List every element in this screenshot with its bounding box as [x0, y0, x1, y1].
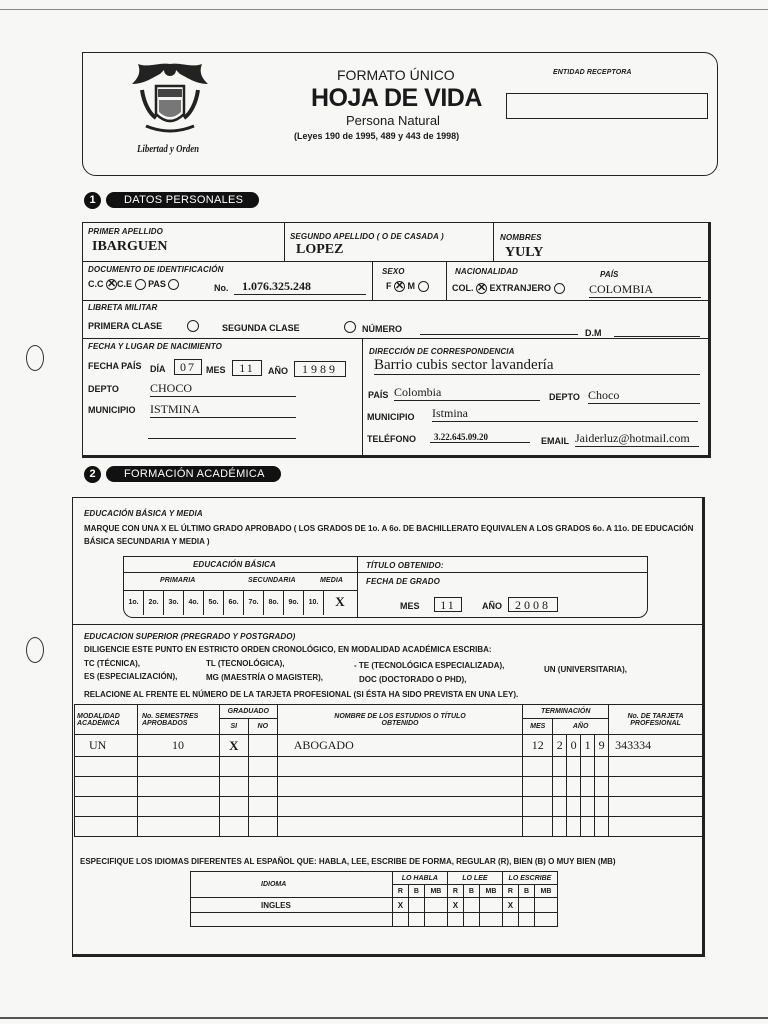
mode-mg: MG (MAESTRÍA O MAGISTER),	[206, 673, 324, 682]
empty-cell[interactable]	[518, 898, 534, 913]
empty-cell[interactable]	[567, 797, 581, 817]
empty-cell[interactable]	[595, 817, 609, 837]
nombres-label: NOMBRES	[500, 233, 542, 242]
empty-cell[interactable]	[137, 777, 219, 797]
divider	[446, 261, 447, 301]
depto-corr-value[interactable]: Choco	[588, 388, 700, 404]
title-top: FORMATO ÚNICO	[337, 67, 455, 83]
punch-hole-top	[26, 345, 44, 371]
email-value[interactable]: Jaiderluz@hotmail.com	[575, 431, 699, 447]
empty-cell[interactable]	[523, 757, 553, 777]
depto-value[interactable]: CHOCO	[150, 381, 296, 397]
section2-number: 2	[84, 466, 101, 483]
punch-hole-bottom	[26, 637, 44, 663]
municipio-value[interactable]: ISTMINA	[150, 402, 296, 418]
empty-cell[interactable]	[277, 757, 523, 777]
empty-cell[interactable]	[191, 913, 393, 927]
empty-cell[interactable]	[219, 797, 248, 817]
direccion-label: DIRECCIÓN DE CORRESPONDENCIA	[369, 347, 515, 356]
nacimiento-label: FECHA Y LUGAR DE NACIMIENTO	[88, 342, 222, 351]
dm-field[interactable]	[614, 336, 700, 337]
languages-table	[190, 871, 558, 927]
lee-b: B	[463, 885, 479, 898]
numero-label: NÚMERO	[362, 324, 402, 334]
empty-cell[interactable]	[553, 777, 567, 797]
municipio-corr-value[interactable]: Istmina	[432, 406, 698, 422]
sexo-label: SEXO	[382, 267, 405, 276]
section1-title: DATOS PERSONALES	[106, 192, 259, 208]
cell-estudios[interactable]: ABOGADO	[277, 735, 523, 757]
empty-cell[interactable]	[219, 817, 248, 837]
habla-mb: MB	[424, 885, 447, 898]
col-terminacion: TERMINACIÓN	[523, 705, 609, 719]
empty-cell[interactable]	[567, 817, 581, 837]
municipio-label: MUNICIPIO	[88, 405, 136, 415]
empty-cell[interactable]	[447, 913, 463, 927]
cell-mes[interactable]: 12	[523, 735, 553, 757]
pais-value[interactable]: COLOMBIA	[589, 282, 701, 298]
secundaria-label: SECUNDARIA	[248, 577, 296, 584]
entity-field[interactable]	[506, 93, 708, 119]
cell-anio-2[interactable]: 0	[567, 735, 581, 757]
section2-title: FORMACIÓN ACADÉMICA	[106, 466, 281, 482]
empty-cell[interactable]	[219, 777, 248, 797]
m-radio[interactable]	[418, 281, 429, 292]
nacionalidad-label: NACIONALIDAD	[455, 267, 518, 276]
empty-cell[interactable]	[479, 898, 502, 913]
empty-cell[interactable]	[408, 898, 424, 913]
empty-cell[interactable]	[75, 777, 138, 797]
mode-un: UN (UNIVERSITARIA),	[544, 665, 627, 674]
empty-cell[interactable]	[523, 817, 553, 837]
grade-mark[interactable]: X	[335, 594, 345, 609]
section1-number: 1	[84, 192, 101, 209]
cell-tarjeta[interactable]: 343334	[609, 735, 703, 757]
scan-top-line	[0, 9, 768, 10]
empty-cell[interactable]	[248, 757, 277, 777]
col-mes: MES	[523, 719, 553, 735]
col-graduado: GRADUADO	[219, 705, 277, 719]
mes-value[interactable]: 11	[232, 360, 262, 376]
empty-cell[interactable]	[553, 757, 567, 777]
scan-bottom-line	[0, 1017, 768, 1019]
mode-tc: TC (TÉCNICA),	[84, 659, 140, 668]
telefono-value[interactable]: 3.22.645.09.20	[430, 432, 530, 443]
empty-cell[interactable]	[75, 757, 138, 777]
coat-of-arms-icon	[130, 58, 210, 144]
relacione-text: RELACIONE AL FRENTE EL NÚMERO DE LA TARJETA PROFESIONAL (SI ÉSTA HA SIDO PREVISTA EN UNA LEY).	[84, 690, 519, 699]
mode-doc: DOC (DOCTORADO O PHD),	[359, 675, 467, 684]
depto-corr-label: DEPTO	[549, 392, 580, 402]
empty-cell[interactable]	[535, 898, 558, 913]
logo-caption: Libertad y Orden	[137, 143, 200, 155]
empty-cell[interactable]	[581, 797, 595, 817]
lee-mark[interactable]: X	[447, 898, 463, 913]
laws-text: (Leyes 190 de 1995, 489 y 443 de 1998)	[294, 131, 460, 141]
mode-tl: TL (TECNOLÓGICA),	[206, 659, 285, 668]
divider	[284, 222, 285, 262]
page-title: HOJA DE VIDA	[311, 84, 482, 112]
extranjero-label: EXTRANJERO	[489, 283, 552, 293]
dia-value[interactable]: 07	[174, 359, 202, 375]
mode-te: - TE (TECNOLÓGICA ESPECIALIZADA),	[354, 661, 505, 670]
cell-anio-1[interactable]: 2	[553, 735, 567, 757]
edu-basica-head: EDUCACIÓN BÁSICA	[193, 560, 276, 569]
empty-cell[interactable]	[408, 913, 424, 927]
grade-cell[interactable]: 10.	[304, 591, 324, 615]
divider	[362, 338, 363, 458]
divider	[82, 338, 711, 339]
superior-instructions: DILIGENCIE ESTE PUNTO EN ESTRICTO ORDEN CRONOLÓGICO, EN MODALIDAD ACADÉMICA ESCRIBA:	[84, 645, 492, 654]
fecha-pais-label: FECHA PAÍS	[88, 361, 142, 371]
dm-label: D.M	[585, 328, 602, 338]
empty-cell[interactable]	[523, 777, 553, 797]
lo-lee-head: LO LEE	[447, 872, 502, 885]
basica-label: EDUCACIÓN BÁSICA Y MEDIA	[84, 509, 203, 518]
mes-grado-label: MES	[400, 601, 420, 611]
personal-data-box	[82, 222, 711, 458]
higher-edu-table	[74, 704, 703, 837]
primera-clase-radio[interactable]	[187, 320, 199, 332]
cell-si[interactable]: X	[219, 735, 248, 757]
sexo-group	[386, 281, 429, 292]
depto-label: DEPTO	[88, 384, 119, 394]
empty-cell[interactable]	[581, 817, 595, 837]
empty-cell[interactable]	[248, 817, 277, 837]
col-anio: AÑO	[553, 719, 609, 735]
empty-cell[interactable]	[595, 777, 609, 797]
divider	[357, 556, 358, 618]
escribe-mark[interactable]: X	[502, 898, 518, 913]
empty-cell[interactable]	[581, 757, 595, 777]
media-label: MEDIA	[320, 577, 344, 584]
segundo-apellido-value[interactable]: LOPEZ	[296, 242, 344, 257]
primer-apellido-value[interactable]: IBARGUEN	[92, 239, 168, 254]
idiomas-instructions: ESPECIFIQUE LOS IDIOMAS DIFERENTES AL ESPAÑOL QUE: HABLA, LEE, ESCRIBE DE FORMA, REGULAR (R), BIEN (B) O MUY BIEN (MB)	[80, 857, 616, 866]
anio-label: AÑO	[268, 366, 288, 376]
cell-anio-3[interactable]: 1	[581, 735, 595, 757]
cell-modalidad[interactable]: UN	[75, 735, 138, 757]
empty-cell[interactable]	[137, 797, 219, 817]
grade-cell[interactable]: 2o.	[144, 591, 164, 615]
table-row[interactable]	[75, 817, 703, 837]
f-radio[interactable]	[394, 281, 405, 292]
divider	[82, 261, 711, 262]
grade-cell[interactable]: 7o.	[244, 591, 264, 615]
empty-cell[interactable]	[609, 817, 703, 837]
divider	[372, 261, 373, 301]
escribe-r: R	[502, 885, 518, 898]
anio-value[interactable]: 1989	[294, 361, 346, 377]
numero-field[interactable]	[420, 334, 578, 335]
table-row[interactable]	[75, 757, 703, 777]
primaria-label: PRIMARIA	[160, 577, 196, 584]
doc-type-group	[88, 279, 179, 290]
telefono-label: TELÉFONO	[367, 434, 416, 444]
col-si: SI	[219, 719, 248, 735]
col-radio[interactable]	[476, 283, 487, 294]
table-row[interactable]	[75, 735, 703, 757]
grade-cell[interactable]: 5o.	[204, 591, 224, 615]
idioma-head: IDIOMA	[191, 872, 393, 898]
idioma-value[interactable]: INGLES	[191, 898, 393, 913]
ce-label: C.E	[117, 279, 133, 289]
email-label: EMAIL	[541, 436, 569, 446]
municipio-extra-line[interactable]	[148, 438, 296, 439]
empty-cell[interactable]	[523, 797, 553, 817]
empty-cell[interactable]	[392, 913, 408, 927]
doc-number-value[interactable]: 1.076.325.248	[234, 279, 366, 295]
empty-cell[interactable]	[137, 817, 219, 837]
primer-apellido-label: PRIMER APELLIDO	[88, 227, 163, 236]
grade-cell[interactable]: 3o.	[164, 591, 184, 615]
empty-cell[interactable]	[595, 797, 609, 817]
habla-b: B	[408, 885, 424, 898]
basica-instructions: MARQUE CON UNA X EL ÚLTIMO GRADO APROBADO ( LOS GRADOS DE 1o. A 6o. DE BACHILLERATO EQUIVALEN A LOS GRADOS 6o. A 11o. DE EDUCACIÓN BÁSICA SECUNDARIA Y MEDIA )	[84, 524, 694, 546]
mes-grado-value[interactable]: 11	[434, 597, 462, 612]
empty-cell[interactable]	[219, 757, 248, 777]
lo-habla-head: LO HABLA	[392, 872, 447, 885]
primera-clase-label: PRIMERA CLASE	[88, 321, 163, 331]
entity-label: ENTIDAD RECEPTORA	[553, 69, 632, 76]
libreta-label: LIBRETA MILITAR	[88, 303, 158, 312]
empty-cell[interactable]	[248, 777, 277, 797]
municipio-corr-label: MUNICIPIO	[367, 412, 415, 422]
empty-cell[interactable]	[609, 757, 703, 777]
empty-cell[interactable]	[553, 797, 567, 817]
grade-cell[interactable]: 1o.	[124, 591, 144, 615]
table-row[interactable]	[75, 777, 703, 797]
dia-label: DÍA	[150, 364, 166, 374]
empty-cell[interactable]	[137, 757, 219, 777]
cc-label: C.C	[88, 279, 104, 289]
nacionalidad-group	[452, 283, 565, 294]
titulo-label: TÍTULO OBTENIDO:	[366, 561, 444, 570]
col-tarjeta: No. DE TARJETA PROFESIONAL	[609, 705, 703, 735]
fecha-grado-label: FECHA DE GRADO	[366, 577, 440, 586]
col-no: NO	[248, 719, 277, 735]
grades-row	[124, 591, 356, 615]
empty-cell[interactable]	[567, 757, 581, 777]
divider	[493, 222, 494, 262]
empty-cell[interactable]	[463, 898, 479, 913]
col-modalidad: MODALIDAD ACADÉMICA	[75, 705, 138, 735]
empty-cell[interactable]	[609, 797, 703, 817]
grade-cell[interactable]: 8o.	[264, 591, 284, 615]
cc-radio[interactable]	[106, 279, 117, 290]
escribe-b: B	[518, 885, 534, 898]
empty-cell[interactable]	[479, 913, 502, 927]
grade-cell[interactable]: 9o.	[284, 591, 304, 615]
anio-grado-value[interactable]: 2008	[508, 597, 558, 612]
empty-cell[interactable]	[424, 898, 447, 913]
divider	[82, 300, 711, 301]
empty-cell[interactable]	[248, 797, 277, 817]
subtitle: Persona Natural	[346, 113, 440, 128]
empty-cell[interactable]	[595, 757, 609, 777]
language-row[interactable]	[191, 913, 558, 927]
empty-cell[interactable]	[75, 797, 138, 817]
empty-cell[interactable]	[424, 913, 447, 927]
col-semestres: No. SEMESTRES APROBADOS	[137, 705, 219, 735]
direccion-value[interactable]: Barrio cubis sector lavandería	[374, 357, 700, 375]
nombres-value[interactable]: YULY	[505, 245, 544, 260]
language-row[interactable]	[191, 898, 558, 913]
superior-label: EDUCACION SUPERIOR (PREGRADO Y POSTGRADO)	[84, 632, 296, 641]
m-label: M	[407, 281, 416, 291]
grade-cell[interactable]: 6o.	[224, 591, 244, 615]
mode-es: ES (ESPECIALIZACIÓN),	[84, 672, 178, 681]
empty-cell[interactable]	[277, 817, 523, 837]
pas-radio[interactable]	[168, 279, 179, 290]
grade-cell[interactable]: 4o.	[184, 591, 204, 615]
segunda-clase-label: SEGUNDA CLASE	[222, 323, 300, 333]
empty-cell[interactable]	[553, 817, 567, 837]
habla-mark[interactable]: X	[392, 898, 408, 913]
ce-radio[interactable]	[135, 279, 146, 290]
empty-cell[interactable]	[609, 777, 703, 797]
pas-label: PAS	[148, 279, 166, 289]
anio-grado-label: AÑO	[482, 601, 502, 611]
mes-label: MES	[206, 365, 226, 375]
habla-r: R	[392, 885, 408, 898]
empty-cell[interactable]	[567, 777, 581, 797]
segundo-apellido-label: SEGUNDO APELLIDO ( O DE CASADA )	[290, 232, 444, 241]
empty-cell[interactable]	[75, 817, 138, 837]
cell-semestres[interactable]: 10	[137, 735, 219, 757]
empty-cell[interactable]	[581, 777, 595, 797]
lee-mb: MB	[479, 885, 502, 898]
pais-corr-value[interactable]: Colombia	[394, 385, 540, 401]
pais-corr-label: PAÍS	[368, 390, 389, 400]
empty-cell[interactable]	[502, 913, 518, 927]
col-estudios: NOMBRE DE LOS ESTUDIOS O TÍTULO OBTENIDO	[277, 705, 523, 735]
empty-cell[interactable]	[535, 913, 558, 927]
divider	[123, 572, 648, 573]
cell-anio-4[interactable]: 9	[595, 735, 609, 757]
lo-escribe-head: LO ESCRIBE	[502, 872, 557, 885]
col-label: COL.	[452, 283, 474, 293]
pais-label: PAÍS	[600, 270, 619, 279]
cell-no[interactable]	[248, 735, 277, 757]
doc-no-label: No.	[214, 283, 229, 293]
table-row[interactable]	[75, 797, 703, 817]
f-label: F	[386, 281, 392, 291]
empty-cell[interactable]	[277, 797, 523, 817]
empty-cell[interactable]	[463, 913, 479, 927]
escribe-mb: MB	[535, 885, 558, 898]
extranjero-radio[interactable]	[554, 283, 565, 294]
empty-cell[interactable]	[518, 913, 534, 927]
divider	[72, 624, 705, 625]
lee-r: R	[447, 885, 463, 898]
doc-label: DOCUMENTO DE IDENTIFICACIÓN	[88, 265, 224, 274]
empty-cell[interactable]	[277, 777, 523, 797]
